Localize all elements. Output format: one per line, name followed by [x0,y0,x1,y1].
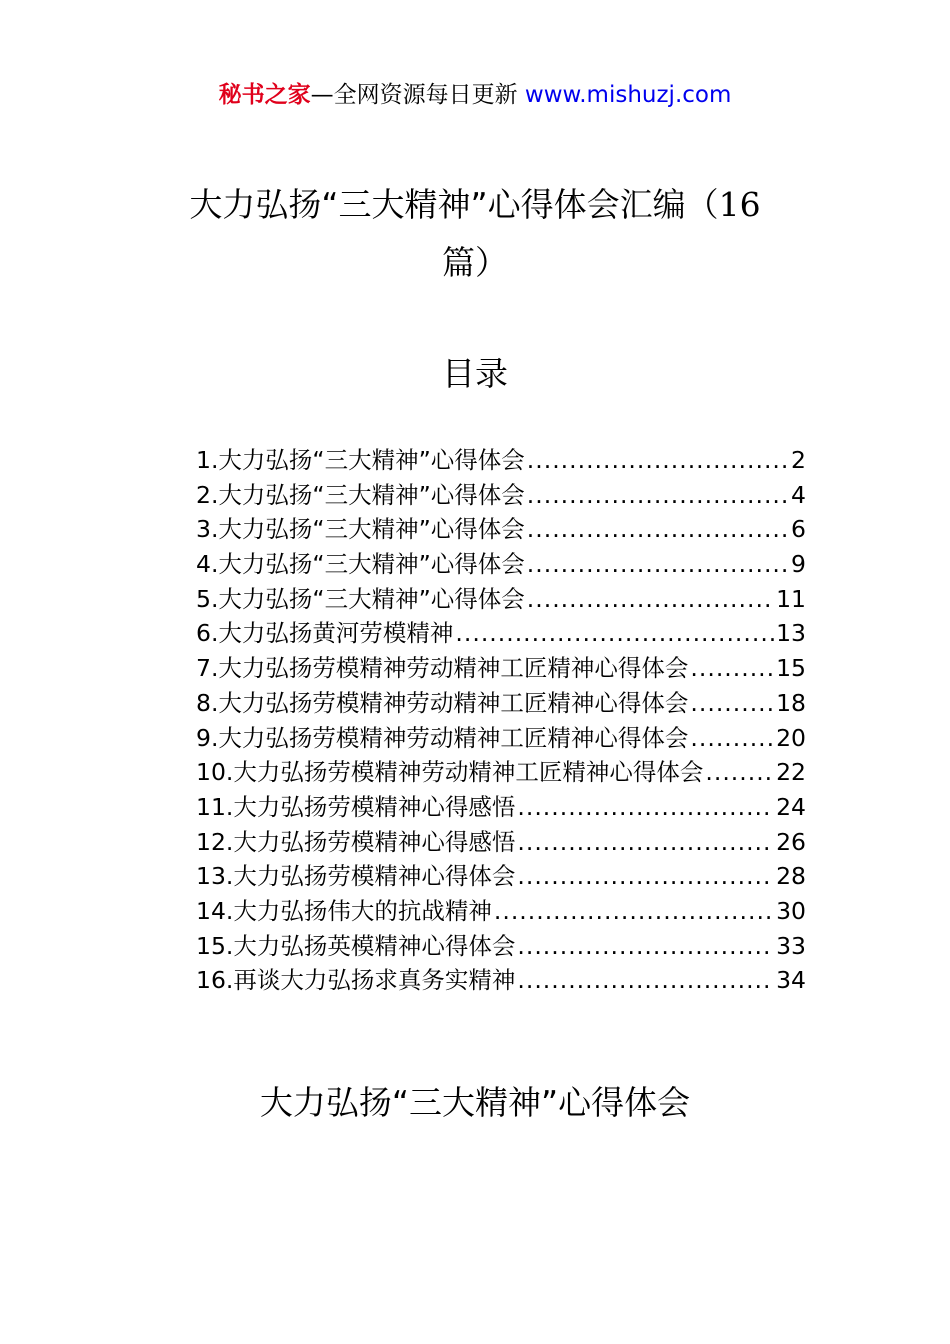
section-title: 大力弘扬“三大精神”心得体会 [259,1083,691,1122]
title-text-line2: 篇） [442,243,508,282]
toc-entry-page: 15 [776,654,806,683]
toc-entry-page: 24 [776,792,806,821]
toc-leader-dots [527,582,774,617]
toc-entry-title: 10.大力弘扬劳模精神劳动精神工匠精神心得体会 [196,758,704,787]
toc-entry[interactable] [196,651,806,686]
toc-leader-dots [527,512,789,547]
toc-leader-dots [517,825,774,860]
toc-leader-dots [517,963,774,998]
toc-entry-page: 28 [776,862,806,891]
toc-entry-page: 30 [776,896,806,925]
toc-entry[interactable] [196,721,806,756]
toc-entry-page: 20 [776,723,806,752]
header-dash: — [310,82,334,108]
toc-entry-title: 7.大力弘扬劳模精神劳动精神工匠精神心得体会 [196,654,689,683]
toc-entry-title: 9.大力弘扬劳模精神劳动精神工匠精神心得体会 [196,723,689,752]
toc-entry-title: 4.大力弘扬“三大精神”心得体会 [196,550,525,579]
toc-leader-dots [527,547,789,582]
toc-entry-title: 2.大力弘扬“三大精神”心得体会 [196,480,525,509]
header-tagline: 全网资源每日更新 [333,82,518,108]
toc-entry-page: 26 [776,827,806,856]
toc-entry-page: 13 [776,619,806,648]
toc-entry-page: 34 [776,966,806,995]
toc-entry[interactable] [196,755,806,790]
toc-entry-title: 14.大力弘扬伟大的抗战精神 [196,896,492,925]
toc-entry-title: 8.大力弘扬劳模精神劳动精神工匠精神心得体会 [196,688,689,717]
toc-leader-dots [527,478,789,513]
toc-entry-page: 2 [791,446,806,474]
toc-entry-title: 1.大力弘扬“三大精神”心得体会 [196,446,525,474]
toc-leader-dots [517,790,774,825]
toc-entry-page: 18 [776,688,806,717]
toc-entry[interactable] [196,894,806,929]
toc-entry-title: 15.大力弘扬英模精神心得体会 [196,931,516,960]
toc-entry[interactable] [196,512,806,547]
toc-entry-page: 11 [776,584,806,613]
toc-leader-dots [690,721,774,756]
toc-entry-title: 5.大力弘扬“三大精神”心得体会 [196,584,525,613]
toc-entry[interactable] [196,790,806,825]
toc-entry[interactable] [196,478,806,513]
toc-entry[interactable] [196,963,806,998]
toc-entry-title: 3.大力弘扬“三大精神”心得体会 [196,515,525,544]
toc-entry-title: 11.大力弘扬劳模精神心得感悟 [196,792,516,821]
toc-leader-dots [455,616,774,651]
toc-entry[interactable] [196,547,806,582]
toc-entry-page: 4 [791,480,806,509]
site-header [0,78,950,112]
document-title [150,176,800,292]
toc-entry[interactable] [196,859,806,894]
toc-entry-page: 9 [791,550,806,579]
toc-entry-page: 6 [791,515,806,544]
toc-entry-page: 33 [776,931,806,960]
toc-entry-page: 22 [776,758,806,787]
toc-entry-title: 6.大力弘扬黄河劳模精神 [196,619,454,648]
table-of-contents [196,443,806,998]
toc-entry[interactable] [196,929,806,964]
toc-entry[interactable] [196,616,806,651]
toc-leader-dots [517,859,774,894]
toc-entry-title: 16.再谈大力弘扬求真务实精神 [196,966,516,995]
toc-entry-title: 12.大力弘扬劳模精神心得感悟 [196,827,516,856]
toc-leader-dots [690,651,774,686]
title-count: 16 [718,185,761,224]
toc-entry[interactable] [196,582,806,617]
brand-name: 秘书之家 [218,82,311,108]
toc-entry[interactable] [196,825,806,860]
title-text: 大力弘扬“三大精神”心得体会汇编（ [189,185,719,224]
toc-leader-dots [527,443,789,478]
toc-leader-dots [690,686,774,721]
toc-leader-dots [705,755,774,790]
toc-entry-title: 13.大力弘扬劳模精神心得体会 [196,862,516,891]
toc-heading: 目录 [442,354,508,393]
toc-entry[interactable] [196,443,806,478]
site-url-link[interactable]: www.mishuzj.com [524,82,732,108]
toc-leader-dots [494,894,774,929]
toc-leader-dots [517,929,774,964]
toc-entry[interactable] [196,686,806,721]
